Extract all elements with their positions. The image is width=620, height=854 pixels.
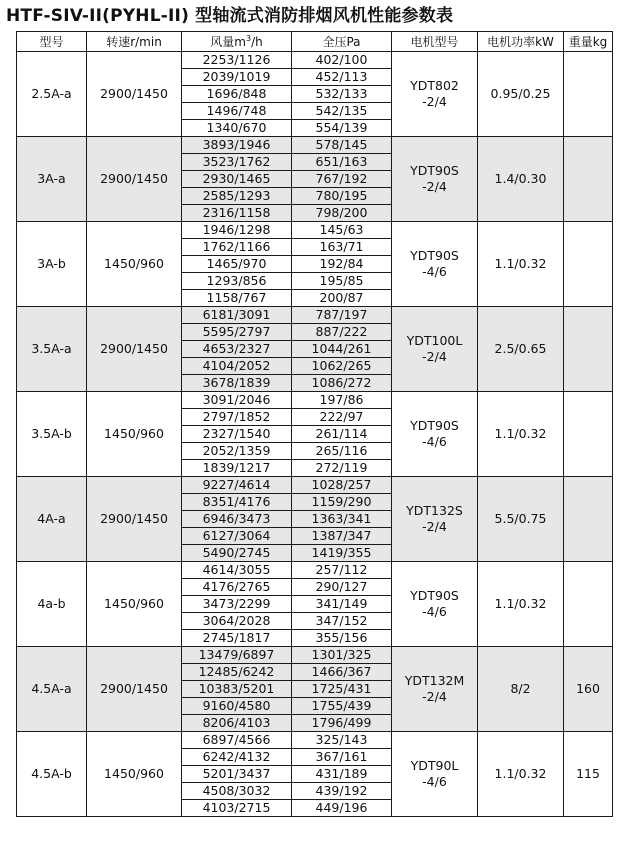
header-power: 电机功率kW: [478, 32, 564, 52]
speed-cell: 2900/1450: [87, 52, 182, 137]
model-cell: 3.5A-b: [17, 392, 87, 477]
pressure-cell: 367/161: [292, 749, 392, 766]
airflow-cell: 6242/4132: [182, 749, 292, 766]
airflow-cell: 1340/670: [182, 120, 292, 137]
pressure-cell: 542/135: [292, 103, 392, 120]
table-row: [17, 392, 613, 409]
motor-model-line1: YDT90S: [410, 418, 459, 433]
table-row: [17, 52, 613, 69]
airflow-cell: 2316/1158: [182, 205, 292, 222]
airflow-cell: 1696/848: [182, 86, 292, 103]
airflow-cell: 2745/1817: [182, 630, 292, 647]
speed-cell: 1450/960: [87, 562, 182, 647]
motor-cell: [392, 562, 478, 647]
pressure-cell: 780/195: [292, 188, 392, 205]
motor-model-line1: YDT90L: [410, 758, 459, 773]
motor-cell: [392, 477, 478, 562]
airflow-cell: 4103/2715: [182, 800, 292, 817]
motor-model-line2: -4/6: [422, 434, 447, 449]
airflow-cell: 4614/3055: [182, 562, 292, 579]
pressure-cell: 887/222: [292, 324, 392, 341]
motor-model-line1: YDT90S: [410, 163, 459, 178]
motor-cell: [392, 392, 478, 477]
pressure-cell: 1419/355: [292, 545, 392, 562]
table-row: [17, 307, 613, 324]
power-cell: 1.4/0.30: [478, 137, 564, 222]
airflow-cell: 2253/1126: [182, 52, 292, 69]
airflow-cell: 5595/2797: [182, 324, 292, 341]
airflow-cell: 3523/1762: [182, 154, 292, 171]
pressure-cell: 272/119: [292, 460, 392, 477]
motor-model-line1: YDT100L: [406, 333, 463, 348]
airflow-cell: 2930/1465: [182, 171, 292, 188]
airflow-cell: 3064/2028: [182, 613, 292, 630]
airflow-cell: 8351/4176: [182, 494, 292, 511]
power-cell: 1.1/0.32: [478, 562, 564, 647]
weight-cell: [564, 222, 613, 307]
power-cell: 0.95/0.25: [478, 52, 564, 137]
pressure-cell: 1062/265: [292, 358, 392, 375]
airflow-cell: 4508/3032: [182, 783, 292, 800]
table-row: [17, 477, 613, 494]
table-row: [17, 562, 613, 579]
pressure-cell: 347/152: [292, 613, 392, 630]
motor-cell: [392, 222, 478, 307]
motor-model-line2: -2/4: [422, 179, 447, 194]
header-pressure: 全压Pa: [292, 32, 392, 52]
pressure-cell: 195/85: [292, 273, 392, 290]
motor-model-line2: -2/4: [422, 689, 447, 704]
table-row: [17, 732, 613, 749]
pressure-cell: 222/97: [292, 409, 392, 426]
power-cell: 1.1/0.32: [478, 392, 564, 477]
weight-cell: [564, 307, 613, 392]
airflow-cell: 1839/1217: [182, 460, 292, 477]
airflow-cell: 4653/2327: [182, 341, 292, 358]
pressure-cell: 1466/367: [292, 664, 392, 681]
pressure-cell: 257/112: [292, 562, 392, 579]
table-row: [17, 137, 613, 154]
power-cell: 5.5/0.75: [478, 477, 564, 562]
power-cell: 2.5/0.65: [478, 307, 564, 392]
motor-cell: [392, 137, 478, 222]
airflow-cell: 2585/1293: [182, 188, 292, 205]
pressure-cell: 261/114: [292, 426, 392, 443]
motor-model-line2: -4/6: [422, 604, 447, 619]
header-model: 型号: [17, 32, 87, 52]
pressure-cell: 578/145: [292, 137, 392, 154]
speed-cell: 1450/960: [87, 222, 182, 307]
header-airflow-prefix: 风量m: [210, 35, 246, 49]
power-cell: 8/2: [478, 647, 564, 732]
pressure-cell: 1086/272: [292, 375, 392, 392]
airflow-cell: 9227/4614: [182, 477, 292, 494]
pressure-cell: 1796/499: [292, 715, 392, 732]
pressure-cell: 265/116: [292, 443, 392, 460]
model-cell: 3A-b: [17, 222, 87, 307]
header-airflow-suffix: /h: [251, 35, 263, 49]
document-title: HTF-SIV-II(PYHL-II) 型轴流式消防排烟风机性能参数表: [6, 6, 454, 26]
airflow-cell: 5201/3437: [182, 766, 292, 783]
motor-cell: [392, 52, 478, 137]
motor-model-line1: YDT132M: [404, 673, 465, 688]
motor-cell: [392, 307, 478, 392]
motor-model-line1: YDT90S: [410, 248, 459, 263]
pressure-cell: 532/133: [292, 86, 392, 103]
airflow-cell: 6897/4566: [182, 732, 292, 749]
pressure-cell: 290/127: [292, 579, 392, 596]
pressure-cell: 651/163: [292, 154, 392, 171]
pressure-cell: 200/87: [292, 290, 392, 307]
weight-cell: 115: [564, 732, 613, 817]
pressure-cell: 798/200: [292, 205, 392, 222]
pressure-cell: 1387/347: [292, 528, 392, 545]
header-airflow-superscript: 3: [245, 34, 252, 43]
airflow-cell: 1946/1298: [182, 222, 292, 239]
airflow-cell: 10383/5201: [182, 681, 292, 698]
speed-cell: 2900/1450: [87, 647, 182, 732]
airflow-cell: 12485/6242: [182, 664, 292, 681]
model-group: [17, 562, 613, 647]
model-group: [17, 307, 613, 392]
airflow-cell: 8206/4103: [182, 715, 292, 732]
pressure-cell: 355/156: [292, 630, 392, 647]
model-cell: 3.5A-a: [17, 307, 87, 392]
airflow-cell: 2052/1359: [182, 443, 292, 460]
motor-cell: [392, 732, 478, 817]
weight-cell: [564, 562, 613, 647]
pressure-cell: 431/189: [292, 766, 392, 783]
model-cell: 4a-b: [17, 562, 87, 647]
airflow-cell: 5490/2745: [182, 545, 292, 562]
pressure-cell: 1725/431: [292, 681, 392, 698]
header-airflow: [182, 32, 292, 52]
airflow-cell: 4176/2765: [182, 579, 292, 596]
airflow-cell: 6181/3091: [182, 307, 292, 324]
speed-cell: 2900/1450: [87, 307, 182, 392]
pressure-cell: 452/113: [292, 69, 392, 86]
pressure-cell: 197/86: [292, 392, 392, 409]
table-row: [17, 222, 613, 239]
model-cell: 2.5A-a: [17, 52, 87, 137]
model-group: [17, 137, 613, 222]
model-group: [17, 477, 613, 562]
pressure-cell: 1028/257: [292, 477, 392, 494]
airflow-cell: 3893/1946: [182, 137, 292, 154]
header-motor: 电机型号: [392, 32, 478, 52]
motor-model-line1: YDT132S: [406, 503, 463, 518]
motor-model-line2: -4/6: [422, 264, 447, 279]
pressure-cell: 787/197: [292, 307, 392, 324]
weight-cell: [564, 477, 613, 562]
weight-cell: [564, 52, 613, 137]
model-group: [17, 52, 613, 137]
airflow-cell: 4104/2052: [182, 358, 292, 375]
motor-model-line2: -2/4: [422, 349, 447, 364]
pressure-cell: 192/84: [292, 256, 392, 273]
airflow-cell: 6127/3064: [182, 528, 292, 545]
fan-performance-table: [16, 31, 613, 817]
pressure-cell: 554/139: [292, 120, 392, 137]
pressure-cell: 402/100: [292, 52, 392, 69]
weight-cell: 160: [564, 647, 613, 732]
speed-cell: 2900/1450: [87, 477, 182, 562]
airflow-cell: 1293/856: [182, 273, 292, 290]
motor-model-line2: -2/4: [422, 519, 447, 534]
pressure-cell: 1755/439: [292, 698, 392, 715]
model-group: [17, 647, 613, 732]
airflow-cell: 3678/1839: [182, 375, 292, 392]
airflow-cell: 1496/748: [182, 103, 292, 120]
pressure-cell: 1363/341: [292, 511, 392, 528]
table-row: [17, 647, 613, 664]
airflow-cell: 2039/1019: [182, 69, 292, 86]
pressure-cell: 1159/290: [292, 494, 392, 511]
airflow-cell: 1158/767: [182, 290, 292, 307]
pressure-cell: 341/149: [292, 596, 392, 613]
model-group: [17, 732, 613, 817]
pressure-cell: 767/192: [292, 171, 392, 188]
table-header-row: [17, 32, 613, 52]
weight-cell: [564, 137, 613, 222]
speed-cell: 1450/960: [87, 732, 182, 817]
model-cell: 4A-a: [17, 477, 87, 562]
header-weight: 重量kg: [564, 32, 613, 52]
motor-cell: [392, 647, 478, 732]
airflow-cell: 3473/2299: [182, 596, 292, 613]
pressure-cell: 145/63: [292, 222, 392, 239]
airflow-cell: 9160/4580: [182, 698, 292, 715]
airflow-cell: 2797/1852: [182, 409, 292, 426]
pressure-cell: 1301/325: [292, 647, 392, 664]
airflow-cell: 3091/2046: [182, 392, 292, 409]
pressure-cell: 325/143: [292, 732, 392, 749]
speed-cell: 2900/1450: [87, 137, 182, 222]
model-cell: 4.5A-b: [17, 732, 87, 817]
motor-model-line2: -2/4: [422, 94, 447, 109]
header-speed: 转速r/min: [87, 32, 182, 52]
pressure-cell: 449/196: [292, 800, 392, 817]
pressure-cell: 439/192: [292, 783, 392, 800]
airflow-cell: 1465/970: [182, 256, 292, 273]
model-cell: 3A-a: [17, 137, 87, 222]
speed-cell: 1450/960: [87, 392, 182, 477]
airflow-cell: 1762/1166: [182, 239, 292, 256]
pressure-cell: 163/71: [292, 239, 392, 256]
power-cell: 1.1/0.32: [478, 732, 564, 817]
weight-cell: [564, 392, 613, 477]
model-cell: 4.5A-a: [17, 647, 87, 732]
motor-model-line1: YDT90S: [410, 588, 459, 603]
motor-model-line2: -4/6: [422, 774, 447, 789]
airflow-cell: 6946/3473: [182, 511, 292, 528]
motor-model-line1: YDT802: [410, 78, 459, 93]
pressure-cell: 1044/261: [292, 341, 392, 358]
model-group: [17, 222, 613, 307]
airflow-cell: 13479/6897: [182, 647, 292, 664]
airflow-cell: 2327/1540: [182, 426, 292, 443]
model-group: [17, 392, 613, 477]
power-cell: 1.1/0.32: [478, 222, 564, 307]
